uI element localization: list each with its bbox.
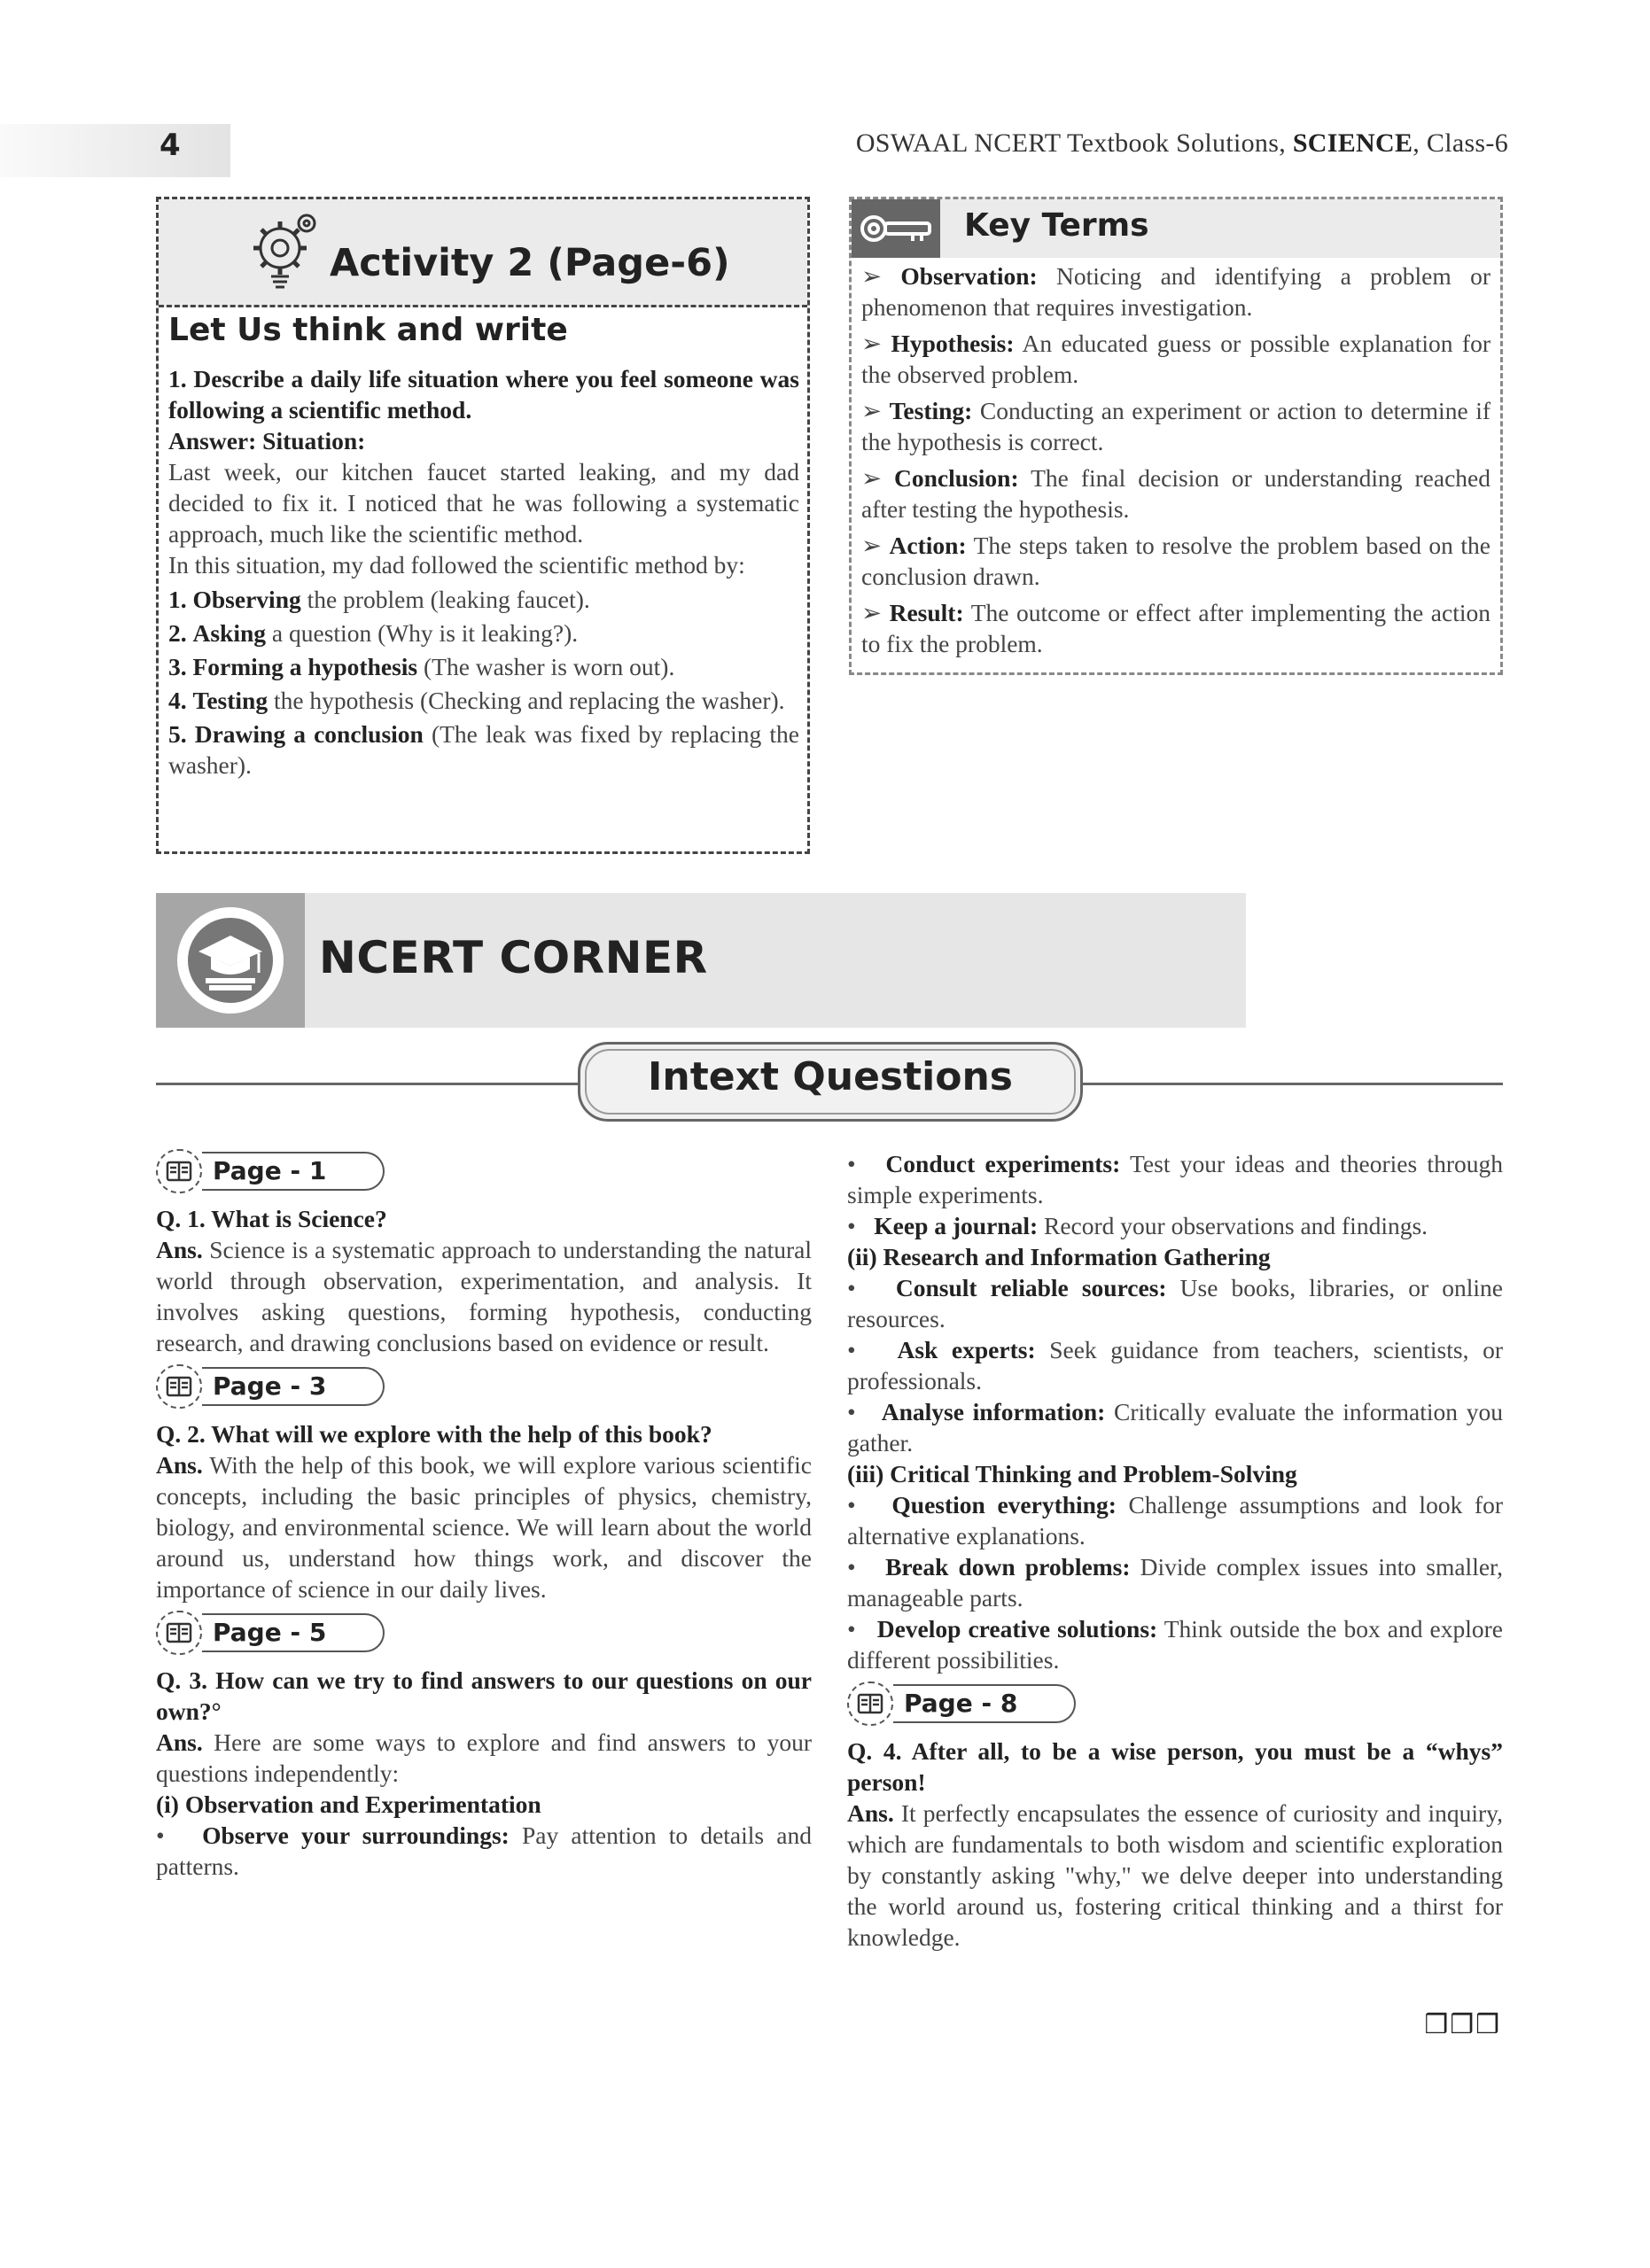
- bullet-term: Conduct experiments:: [885, 1150, 1121, 1177]
- end-mark: ❒❒❒: [1424, 2009, 1501, 2040]
- key-terms-title: Key Terms: [964, 207, 1149, 244]
- bullet-text: Record your observations and findings.: [1038, 1212, 1428, 1239]
- bullet-term: Keep a journal:: [874, 1212, 1039, 1239]
- section-heading: (i) Observation and Experimentation: [156, 1790, 541, 1818]
- answer-label: Ans.: [847, 1799, 894, 1827]
- key-term-definition: Conducting an experiment or action to determine if the hypothesis is correct.: [861, 397, 1491, 455]
- key-icon: [858, 211, 934, 246]
- bullet-text: Pay attention to details and patterns.: [156, 1821, 812, 1880]
- activity-body: [168, 363, 799, 781]
- answer-text: Science is a systematic approach to understanding the natural world through observation, experimentation, and analysis. It involves asking questions, forming hypothesis, conducting research, and drawing conclusions based on evidence or result.: [156, 1236, 812, 1356]
- answer-text: It perfectly encapsulates the essence of curiosity and inquiry, which are fundamentals to both wisdom and scientific exploration by constantly asking "why," we delve deeper into understanding the world around us, fostering critical thinking and a thirst for knowledge.: [847, 1799, 1503, 1951]
- step-text: the problem (leaking faucet).: [300, 586, 590, 613]
- bullet-item: • Analyse information: Critically evaluate the information you gather.: [847, 1398, 1503, 1456]
- bullet-item: • Observe your surroundings: Pay attention to details and patterns.: [156, 1821, 812, 1880]
- answer-label: Ans.: [156, 1236, 203, 1263]
- key-term: Action:: [889, 532, 967, 559]
- bullet-text: Critically evaluate the information you gather.: [847, 1398, 1503, 1456]
- page-badge: [156, 1363, 812, 1410]
- page-badge: [847, 1681, 1503, 1727]
- book-icon: [156, 1364, 202, 1409]
- question: Q. 2. What will we explore with the help of this book?: [156, 1420, 712, 1448]
- page-badge-label: Page - 1: [202, 1152, 385, 1191]
- step-keyword: Drawing a conclusion: [194, 720, 424, 748]
- step-number: 1.: [168, 586, 187, 613]
- key-terms-header: [852, 199, 1500, 258]
- question: Q. 4. After all, to be a wise person, you must be a “whys” person!: [847, 1737, 1503, 1796]
- key-term-definition: The final decision or understanding reached after testing the hypothesis.: [861, 464, 1490, 523]
- step-keyword: Observing: [192, 586, 301, 613]
- bullet-item: • Keep a journal: Record your observations and findings.: [847, 1212, 1428, 1239]
- answer-label: Ans.: [156, 1451, 203, 1479]
- bullet-item: • Conduct experiments: Test your ideas and theories through simple experiments.: [847, 1150, 1503, 1208]
- answer: [156, 1727, 812, 1789]
- book-icon: [156, 1611, 202, 1655]
- key-terms-list: [861, 260, 1490, 664]
- bullet-text: Divide complex issues into smaller, manageable parts.: [847, 1553, 1503, 1612]
- page-badge-label: Page - 8: [893, 1684, 1076, 1723]
- activity-step: [168, 617, 799, 649]
- key-term-definition: An educated guess or possible explanation for the observed problem.: [861, 330, 1490, 388]
- step-keyword: Asking: [192, 619, 267, 647]
- page-number-band: [0, 124, 230, 177]
- bullet-item: • Develop creative solutions: Think outside the box and explore different possibilities.: [847, 1615, 1503, 1674]
- key-term-item: ➢ Testing: Conducting an experiment or action to determine if the hypothesis is correct.: [861, 397, 1491, 455]
- right-column: [847, 1148, 1503, 1953]
- answer-text: Here are some ways to explore and find answers to your questions independently:: [156, 1728, 812, 1787]
- key-term-definition: The steps taken to resolve the problem based on the conclusion drawn.: [861, 532, 1491, 590]
- running-head-subject: SCIENCE: [1292, 128, 1413, 158]
- page-badge: [156, 1610, 812, 1656]
- answer: [156, 1234, 812, 1358]
- running-head: [856, 128, 1508, 159]
- bullet-text: Test your ideas and theories through simple experiments.: [847, 1150, 1503, 1208]
- bullet-item: • Question everything: Challenge assumptions and look for alternative explanations.: [847, 1491, 1503, 1550]
- step-number: 4.: [168, 687, 187, 714]
- activity-para-1: Last week, our kitchen faucet started leaking, and my dad decided to fix it. I noticed that he was following a systematic approach, much like the scientific method.: [168, 458, 799, 548]
- question: Q. 1. What is Science?: [156, 1205, 387, 1232]
- activity-question: 1. Describe a daily life situation where you feel someone was following a scientific method.: [168, 365, 799, 423]
- bullet-text: Challenge assumptions and look for alternative explanations.: [847, 1491, 1503, 1550]
- answer: [156, 1449, 812, 1604]
- activity-answer-label: Answer: Situation:: [168, 427, 366, 454]
- bullet-term: Analyse information:: [881, 1398, 1106, 1425]
- page-badge-label: Page - 3: [202, 1367, 385, 1406]
- bullet-text: Use books, libraries, or online resources.: [847, 1274, 1503, 1332]
- bullet-term: Develop creative solutions:: [876, 1615, 1158, 1643]
- answer-text: With the help of this book, we will explore various scientific concepts, including the basic principles of physics, chemistry, biology, and environmental science. We will learn about the world around us, understand how things work, and discover the importance of science in our daily lives.: [156, 1451, 812, 1603]
- page-number: 4: [160, 128, 181, 163]
- activity-subtitle: Let Us think and write: [168, 312, 568, 348]
- answer: [847, 1798, 1503, 1953]
- bullet-item: • Consult reliable sources: Use books, libraries, or online resources.: [847, 1274, 1503, 1332]
- bullet-item: • Break down problems: Divide complex issues into smaller, manageable parts.: [847, 1553, 1503, 1612]
- section-heading: (iii) Critical Thinking and Problem-Solving: [847, 1460, 1297, 1487]
- key-term-item: ➢ Action: The steps taken to resolve the problem based on the conclusion drawn.: [861, 532, 1491, 590]
- page-badge: [156, 1148, 812, 1194]
- answer-label: Ans.: [156, 1728, 203, 1756]
- step-number: 2.: [168, 619, 187, 647]
- bullet-term: Ask experts:: [897, 1336, 1036, 1363]
- bullet-term: Consult reliable sources:: [895, 1274, 1167, 1301]
- step-keyword: Forming a hypothesis: [192, 653, 418, 680]
- bullet-term: Break down problems:: [885, 1553, 1131, 1581]
- key-term-item: ➢ Conclusion: The final decision or understanding reached after testing the hypothesis.: [861, 464, 1490, 523]
- running-head-suffix: , Class-6: [1413, 128, 1508, 158]
- key-term: Observation:: [900, 262, 1038, 290]
- question: Q. 3. How can we try to find answers to our questions on our own?°: [156, 1666, 812, 1725]
- bullet-text: Seek guidance from teachers, scientists, or professionals.: [847, 1336, 1503, 1394]
- bullet-term: Observe your surroundings:: [202, 1821, 510, 1849]
- activity-title: Activity 2 (Page-6): [330, 241, 730, 285]
- key-term-definition: The outcome or effect after implementing the action to fix the problem.: [861, 599, 1490, 657]
- activity-step: [168, 584, 799, 615]
- step-number: 3.: [168, 653, 187, 680]
- bullet-text: Think outside the box and explore different possibilities.: [847, 1615, 1503, 1674]
- activity-step: [168, 718, 799, 781]
- running-head-prefix: OSWAAL NCERT Textbook Solutions,: [855, 128, 1293, 158]
- section-heading: (ii) Research and Information Gathering: [847, 1243, 1271, 1270]
- intext-title: Intext Questions: [648, 1054, 1013, 1099]
- key-term-item: ➢ Result: The outcome or effect after implementing the action to fix the problem.: [861, 599, 1490, 657]
- key-term: Testing:: [889, 397, 973, 424]
- activity-step: [168, 651, 799, 682]
- key-term-definition: Noticing and identifying a problem or phenomenon that requires investigation.: [861, 262, 1490, 321]
- key-term: Conclusion:: [894, 464, 1019, 492]
- activity-step: [168, 685, 799, 716]
- step-text: (The washer is worn out).: [417, 653, 675, 680]
- key-term-item: ➢ Observation: Noticing and identifying a problem or phenomenon that requires investigation.: [861, 262, 1490, 321]
- ncert-corner-title: NCERT CORNER: [319, 932, 708, 983]
- bullet-term: Question everything:: [891, 1491, 1117, 1518]
- step-number: 5.: [168, 720, 187, 748]
- key-term: Result:: [889, 599, 964, 626]
- bullet-item: • Ask experts: Seek guidance from teachers, scientists, or professionals.: [847, 1336, 1503, 1394]
- page-badge-label: Page - 5: [202, 1613, 385, 1652]
- step-text: a question (Why is it leaking?).: [266, 619, 579, 647]
- activity-para-2: In this situation, my dad followed the scientific method by:: [168, 551, 745, 579]
- step-keyword: Testing: [192, 687, 269, 714]
- gears-bulb-icon: [250, 209, 326, 291]
- left-column: [156, 1143, 812, 1882]
- step-text: (The leak was fixed by replacing the washer).: [168, 720, 799, 779]
- book-icon: [156, 1149, 202, 1193]
- key-term-item: ➢ Hypothesis: An educated guess or possible explanation for the observed problem.: [861, 330, 1490, 388]
- book-icon: [847, 1682, 893, 1726]
- graduation-cap-icon: [174, 904, 287, 1017]
- step-text: the hypothesis (Checking and replacing the washer).: [268, 687, 785, 714]
- key-term: Hypothesis:: [891, 330, 1015, 357]
